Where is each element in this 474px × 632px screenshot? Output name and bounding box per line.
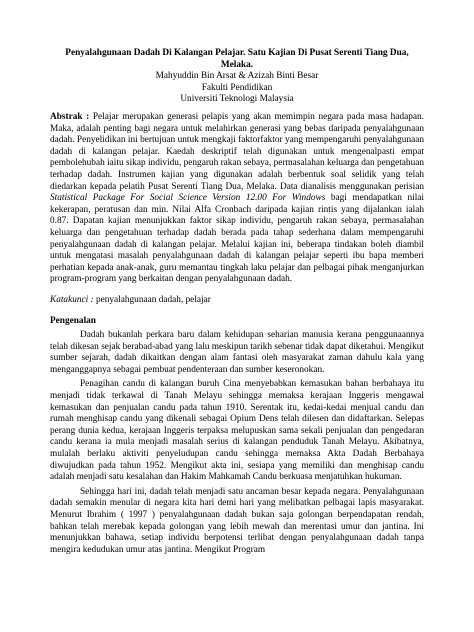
title-block: [50, 48, 424, 106]
abstract-text-part2: bagi mendapatkan nilai kekerapan, peratusan dan min. Nilai Alfa Cronbach daripada kajian rintis yang dijalankan ialah 0.87. Dapatan kajian menunjukkan faktor sikap individu, pengaruh rakan sebaya, permasalahan keluarga dan pengetahuan terhadap dadah berada pada tahap sederhana dalam mempengaruhi penyalahgunaan dadah di kalangan pelajar. Melalui kajian ini, beberapa tindakan boleh diambil untuk mengatasi masalah penyalahgunaan dadah di kalangan pelajar seperti ibu bapa memberi perhatian kepada anak-anak, guru memantau tingkah laku pelajar dan pelbagai pihak menganjurkan program-program yang berkaitan dengan penyalahgunaan dadah.: [50, 193, 424, 285]
section-paragraph-1: Dadah bukanlah perkara baru dalam kehidupan seharian manusia kerana penggunaannya telah dikesan sejak berabad-abad yang lalu meskipun tarikh sebenar tidak dapat diketahui. Mengikut sumber sejarah, dadah dikaitkan dengan alam fantasi oleh masyarakat zaman dahulu kala yang menganggapnya sebagai pembuat pendenteraan dan sumber keseronokan.: [50, 330, 424, 375]
keywords-text: penyalahgunaan dadah, pelajar: [93, 294, 211, 305]
paper-faculty: Fakulti Pendidikan: [201, 82, 273, 93]
section-heading: Pengenalan: [50, 316, 96, 327]
paper-title: Penyalahgunaan Dadah Di Kalangan Pelajar. Satu Kajian Di Pusat Serenti Tiang Dua, Melaka.: [65, 48, 409, 70]
abstract-label: Abstrak :: [50, 111, 90, 122]
keywords-label: Katakunci :: [50, 294, 94, 305]
keywords: [50, 295, 424, 307]
abstract-software-name: Statistical Package For Social Science Version 12.00 For Windows: [50, 193, 326, 204]
section-paragraph-3: Sehingga hari ini, dadah telah menjadi satu ancaman besar kepada negara. Penyalahgunaan dadah semakin menular di negara kita hari demi hari yang melibatkan pelbagai lapis masyarakat. Menurut Ibrahim ( 1997 ) penyalahgunaan dadah bukan saja golongan berpendapatan rendah, bahkan telah merebak kepada golongan yang lebih mewah dan merentasi umur dan jantina. Ini menunjukkan bahawa, setiap individu berpotensi terlibat dengan penyalahgunaan dadah tanpa mengira kedudukan umur atas jantina. Mengikut Program: [50, 486, 424, 555]
abstract: [50, 112, 424, 286]
paper-university: Universiti Teknologi Malaysia: [180, 94, 294, 105]
abstract-text-part1: Pelajar merupakan generasi pelapis yang akan memimpin negara pada masa hadapan. Maka, adalah penting bagi negara untuk melahirkan generasi yang bebas daripada penyalahgunaan dadah. Penyelidikan ini bertujuan untuk mengkaji faktorfaktor yang mempengaruhi penyalahgunaan dadah di kalangan pelajar. Kaedah deskriptif telah digunakan untuk mengenalpasti empat pembolehubah iaitu sikap individu, pengaruh rakan sebaya, permasalahan keluarga dan pengetahuan terhadap dadah. Instrumen kajian yang digunakan adalah berbentuk soal selidik yang telah diedarkan kepada pelatih Pusat Serenti Tiang Dua, Melaka. Data dianalisis menggunakan perisian: [50, 111, 424, 192]
paper-authors: Mahyuddin Bin Arsat & Azizah Binti Besar: [155, 71, 319, 82]
section-paragraph-2: Penagihan candu di kalangan buruh Cina menyebabkan kemasukan bahan berbahaya itu menjadi tidak terkawal di Tanah Melayu sehingga memaksa kerajaan Inggeris mengawal kemasukan dan penjualan candu pada tahun 1910. Serentak itu, kedai-kedai menjual candu dan rumah menghisap candu yang dikenali sebagai Opium Dens telah dilesen dan didaftarkan. Selepas perang dunia kedua, kerajaan Inggeris terpaksa melupuskan sama sekali penjualan dan pengedaran candu kerana ia mula menjadi masalah serius di kalangan penduduk Tanah Melayu. Akibatnya, mulalah berlaku aktiviti penyeludupan candu sehingga memaksa Akta Dadah Berbahaya diwujudkan pada tahun 1952. Mengikut akta ini, sesiapa yang memiliki dan menghisap candu adalah menjadi satu kesalahan dan Hakim Mahkamah Candu berkuasa menjatuhkan hukuman.: [50, 379, 424, 483]
